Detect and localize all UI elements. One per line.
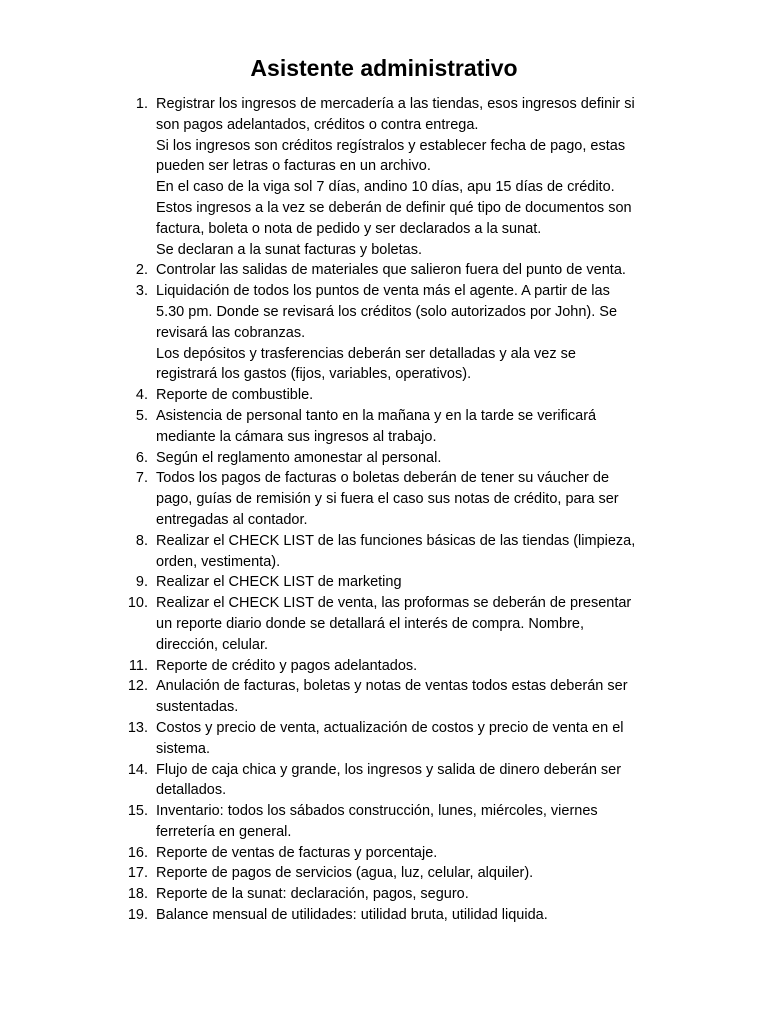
list-item xyxy=(0,572,768,593)
list-item-number: 15. xyxy=(127,803,148,820)
list-item-number: 13. xyxy=(127,719,148,736)
list-item-text xyxy=(156,94,676,260)
list-item-line: pueden ser letras o facturas en un archivo. xyxy=(156,158,431,175)
list-item-line: Balance mensual de utilidades: utilidad bruta, utilidad liquida. xyxy=(156,907,548,924)
list-item xyxy=(0,656,768,677)
list-item-line: Realizar el CHECK LIST de las funciones básicas de las tiendas (limpieza, xyxy=(156,532,636,549)
list-item xyxy=(0,448,768,469)
task-list xyxy=(0,94,768,926)
list-item xyxy=(0,884,768,905)
document-title: Asistente administrativo xyxy=(250,55,518,81)
list-item-line: un reporte diario donde se detallará el interés de compra. Nombre, xyxy=(156,615,584,632)
list-item xyxy=(0,260,768,281)
list-item-number: 3. xyxy=(135,283,148,300)
list-item-text xyxy=(156,801,676,843)
list-item-line: Flujo de caja chica y grande, los ingresos y salida de dinero deberán ser xyxy=(156,761,622,778)
list-item-text xyxy=(156,843,676,864)
list-item-number: 14. xyxy=(127,761,148,778)
list-item-number: 1. xyxy=(135,96,148,112)
list-item-line: Reporte de pagos de servicios (agua, luz, celular, alquiler). xyxy=(156,865,534,882)
list-item-line: Anulación de facturas, boletas y notas de ventas todos estas deberán ser xyxy=(156,678,628,695)
list-item-line: revisará las cobranzas. xyxy=(156,324,306,341)
list-item-text xyxy=(156,760,676,802)
list-item-line: son pagos adelantados, créditos o contra entrega. xyxy=(156,116,479,133)
list-item-line: 5.30 pm. Donde se revisará los créditos (solo autorizados por John). Se xyxy=(156,303,618,320)
list-item-text xyxy=(156,718,676,760)
list-item xyxy=(0,843,768,864)
list-item-line: Todos los pagos de facturas o boletas deberán de tener su váucher de xyxy=(156,470,610,487)
list-item-text xyxy=(156,676,676,718)
list-item-number: 8. xyxy=(135,532,148,549)
list-item xyxy=(0,718,768,760)
list-item-line: dirección, celular. xyxy=(156,636,269,653)
list-item-line: Liquidación de todos los puntos de venta más el agente. A partir de las xyxy=(156,283,610,300)
list-item-line: Realizar el CHECK LIST de venta, las proformas se deberán de presentar xyxy=(156,595,632,612)
list-item-text xyxy=(156,260,676,281)
list-item-line: Inventario: todos los sábados construcción, lunes, miércoles, viernes xyxy=(156,803,598,820)
list-item-text xyxy=(156,531,676,573)
list-item-line: ferretería en general. xyxy=(156,823,292,840)
list-item-line: En el caso de la viga sol 7 días, andino 10 días, apu 15 días de crédito. xyxy=(156,179,615,196)
list-item xyxy=(0,801,768,843)
list-item-line: Reporte de la sunat: declaración, pagos, seguro. xyxy=(156,886,469,903)
list-item-number: 16. xyxy=(127,844,148,861)
list-item-line: registrará los gastos (fijos, variables, operativos). xyxy=(156,366,472,383)
list-item-text xyxy=(156,572,676,593)
list-item-number: 2. xyxy=(135,262,148,279)
list-item xyxy=(0,531,768,573)
list-item-line: sistema. xyxy=(156,740,210,757)
list-item xyxy=(0,468,768,530)
list-item-line: mediante la cámara sus ingresos al trabajo. xyxy=(156,428,437,445)
list-item-number: 18. xyxy=(127,886,148,903)
list-item-number: 10. xyxy=(127,595,148,612)
list-item-line: orden, vestimenta). xyxy=(156,553,281,570)
list-item-line: Si los ingresos son créditos regístralos y establecer fecha de pago, estas xyxy=(156,137,626,154)
list-item-line: Reporte de ventas de facturas y porcentaje. xyxy=(156,844,438,861)
list-item-number: 12. xyxy=(127,678,148,695)
list-item xyxy=(0,593,768,655)
list-item-line: Asistencia de personal tanto en la mañana y en la tarde se verificará xyxy=(156,407,597,424)
list-item-line: Los depósitos y trasferencias deberán ser detalladas y ala vez se xyxy=(156,345,576,362)
list-item-text xyxy=(156,884,676,905)
list-item-number: 11. xyxy=(128,657,148,674)
list-item xyxy=(0,94,768,260)
list-item-line: Realizar el CHECK LIST de marketing xyxy=(156,574,402,591)
list-item xyxy=(0,676,768,718)
list-item-line: Controlar las salidas de materiales que salieron fuera del punto de venta. xyxy=(156,262,626,279)
list-item-line: Estos ingresos a la vez se deberán de definir qué tipo de documentos son xyxy=(156,199,632,216)
list-item-line: pago, guías de remisión y si fuera el caso sus notas de crédito, para ser xyxy=(156,491,619,508)
list-item-text xyxy=(156,905,676,926)
list-item-text xyxy=(156,385,676,406)
list-item-text xyxy=(156,593,676,655)
list-item xyxy=(0,385,768,406)
list-item-line: Costos y precio de venta, actualización de costos y precio de venta en el xyxy=(156,719,624,736)
list-item xyxy=(0,406,768,448)
list-item-number: 4. xyxy=(135,387,148,404)
list-item-text xyxy=(156,656,676,677)
list-item-line: sustentadas. xyxy=(156,699,239,716)
list-item-number: 5. xyxy=(135,407,148,424)
list-item-line: entregadas al contador. xyxy=(156,511,308,528)
list-item-line: Según el reglamento amonestar al personal. xyxy=(156,449,442,466)
list-item xyxy=(0,760,768,802)
list-item-number: 17. xyxy=(127,865,148,882)
list-item-line: Registrar los ingresos de mercadería a las tiendas, esos ingresos definir si xyxy=(156,96,635,112)
list-item-text xyxy=(156,281,676,385)
list-item xyxy=(0,905,768,926)
list-item xyxy=(0,863,768,884)
list-item-text xyxy=(156,448,676,469)
list-item-number: 7. xyxy=(135,470,148,487)
list-item-number: 9. xyxy=(135,574,148,591)
list-item-line: factura, boleta o nota de pedido y ser declarados a la sunat. xyxy=(156,220,542,237)
list-item-text xyxy=(156,468,676,530)
list-item-text xyxy=(156,863,676,884)
list-item-line: Se declaran a la sunat facturas y boletas. xyxy=(156,241,422,258)
list-item-number: 19. xyxy=(127,907,148,924)
list-item-line: Reporte de combustible. xyxy=(156,387,314,404)
list-item-line: detallados. xyxy=(156,782,227,799)
list-item-text xyxy=(156,406,676,448)
list-item xyxy=(0,281,768,385)
list-item-number: 6. xyxy=(135,449,148,466)
list-item-line: Reporte de crédito y pagos adelantados. xyxy=(156,657,418,674)
